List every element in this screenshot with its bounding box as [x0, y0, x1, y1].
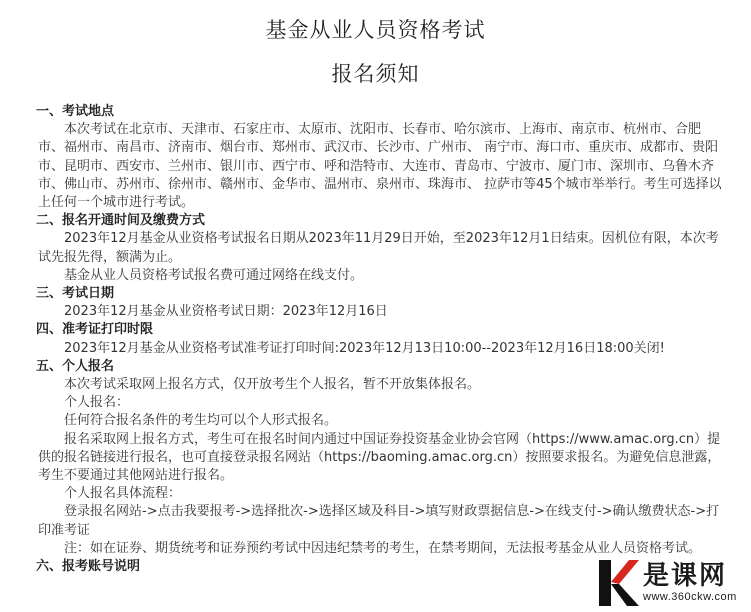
notice-content — [38, 103, 722, 576]
section-heading-registration-time: 二、报名开通时间及缴费方式 — [36, 213, 206, 229]
page-title: 基金从业人员资格考试 — [265, 18, 486, 42]
online-registration-paragraph: 报名采取网上报名方式，考生可在报名时间内通过中国证券投资基金业协会官网（https://www.amac.org.cn）提供的报名链接进行报名，也可直接登录报名网站（https://baoming.amac.org.cn）按照要求报名。为避免信息泄露，考生不要通过其他网站进行报名。 — [38, 431, 721, 484]
admission-ticket-paragraph: 2023年12月基金从业资格考试准考证打印时间:2023年12月13日10:00--2023年12月16日18:00关闭! — [64, 340, 665, 356]
section-heading-personal-registration: 五、个人报名 — [36, 358, 115, 374]
payment-paragraph: 基金从业人员资格考试报名费可通过网络在线支付。 — [64, 267, 364, 283]
exam-date-paragraph: 2023年12月基金从业资格考试日期：2023年12月16日 — [64, 304, 388, 320]
section-heading-admission-ticket: 四、准考证打印时限 — [36, 322, 154, 338]
watermark-brand: 是课网 — [643, 561, 728, 591]
watermark-url: www.360ckw.com — [643, 591, 737, 603]
registration-method-paragraph: 本次考试采取网上报名方式，仅开放考生个人报名，暂不开放集体报名。 — [64, 377, 481, 393]
watermark-logo — [595, 556, 747, 610]
eligibility-paragraph: 任何符合报名条件的考生均可以个人形式报名。 — [64, 413, 338, 429]
section-heading-location: 一、考试地点 — [36, 104, 115, 119]
process-label: 个人报名具体流程： — [64, 486, 182, 502]
note-paragraph: 注：如在证券、期货统考和证券预约考试中因违纪禁考的考生，在禁考期间，无法报考基金从业人员资格考试。 — [64, 540, 702, 556]
registration-time-paragraph: 2023年12月基金从业资格考试报名日期从2023年11月29日开始，至2023年12月1日结束。因机位有限，本次考试先报先得，额满为止。 — [38, 231, 719, 265]
section-heading-exam-date: 三、考试日期 — [36, 286, 115, 302]
location-paragraph: 本次考试在北京市、天津市、石家庄市、太原市、沈阳市、长春市、哈尔滨市、上海市、南京市、杭州市、合肥市、福州市、南昌市、济南市、烟台市、郑州市、武汉市、长沙市、广州市、 南宁市、海口市、重庆市、成都市、贵阳市、昆明市、西安市、兰州市、银川市、西宁市、呼和浩特市、大连市、青岛市、宁波市、厦门市、深圳市、乌鲁木齐市、佛山市、苏州市、徐州市、赣州市、金华市、温州市、泉州市、珠海市、 拉萨市等45个城市举举行。考生可选择以上任何一个城市进行考试。 — [38, 122, 722, 211]
k-logo-icon — [595, 558, 639, 608]
page-subtitle: 报名须知 — [331, 62, 420, 86]
process-steps: 登录报名网站->点击我要报考->选择批次->选择区域及科目->填写财政票据信息->在线支付->确认缴费状态->打印准考证 — [38, 504, 720, 538]
personal-registration-label: 个人报名： — [64, 395, 130, 411]
section-heading-account: 六、报考账号说明 — [36, 559, 141, 575]
